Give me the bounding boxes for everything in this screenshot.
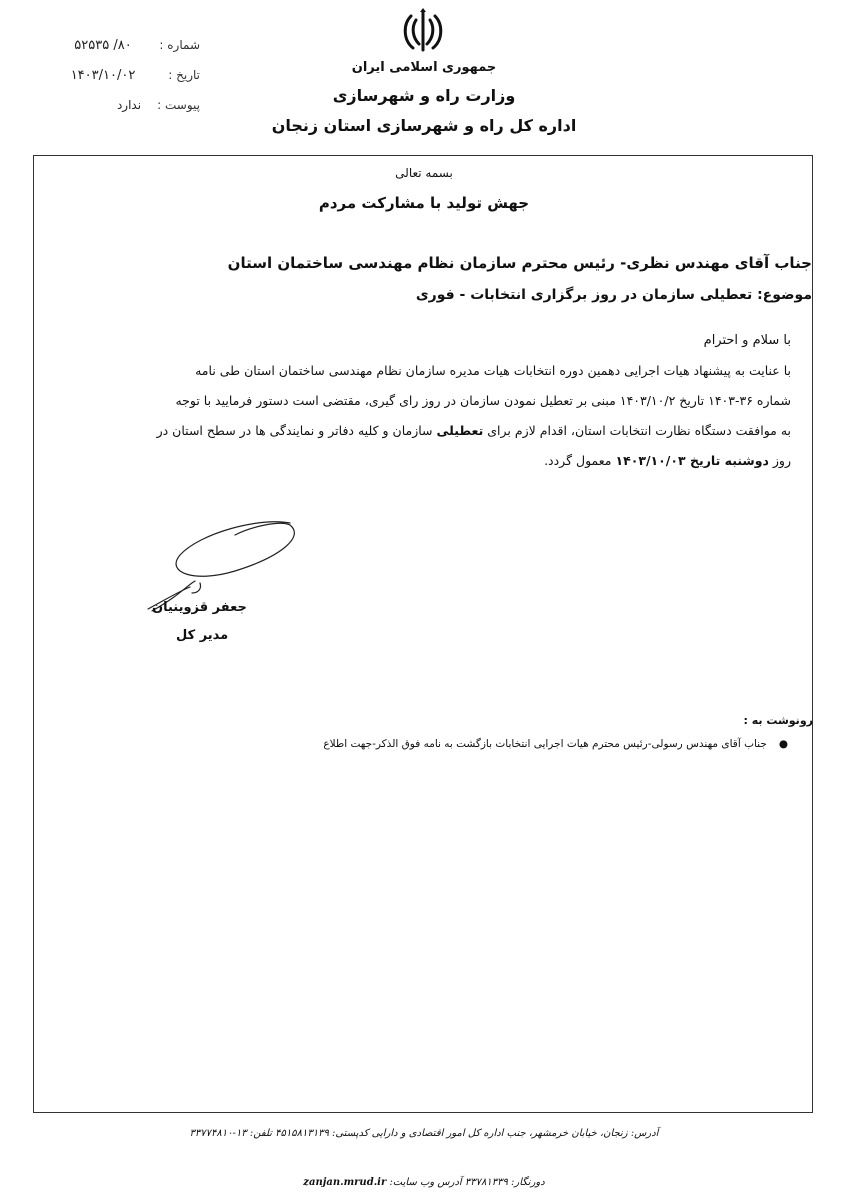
slogan: جهش تولید با مشارکت مردم (318, 194, 530, 212)
body-line-1: با عنایت به پیشنهاد هیات اجرایی دهمین دوره انتخابات هیات مدیره سازمان نظام مهندسی ساختمان استان طی نامه (195, 363, 791, 378)
footer-website: zanjan.mrud.ir (303, 1177, 387, 1188)
subject-line: موضوع: تعطیلی سازمان در روز برگزاری انتخابات - فوری (415, 287, 812, 303)
iran-emblem-icon (401, 8, 445, 54)
letter-date-row (58, 68, 200, 83)
body-line-3 (31, 423, 791, 438)
department-name: اداره کل راه و شهرسازی استان زنجان (271, 116, 577, 135)
cc-item-text: جناب آقای مهندس رسولی-رئیس محترم هیات اجرایی انتخابات بازگشت به نامه فوق الذکر-جهت اطلاع (323, 738, 767, 750)
country-name: جمهوری اسلامی ایران (351, 60, 497, 75)
signatory-title: مدیر کل (176, 628, 229, 643)
letter-number-row (58, 38, 200, 53)
cc-label: رونوشت به : (743, 714, 813, 727)
ministry-name: وزارت راه و شهرسازی (332, 86, 516, 105)
footer-web (0, 1177, 848, 1188)
basmala: بسمه تعالی (395, 166, 453, 180)
body-line-3-part-a: به موافقت دستگاه نظارت انتخابات استان، اقدام لازم برای (483, 423, 791, 438)
cc-item (323, 738, 788, 750)
body-line-2: شماره ۳۶-۱۴۰۳ تاریخ ۱۴۰۳/۱۰/۲ مبنی بر تعطیل نمودن سازمان در روز رای گیری، مقتضی است دستور فرمایید با توجه (175, 393, 791, 408)
letter-date-label: تاریخ : (168, 68, 200, 82)
signatory-name: جعفر قزوینیان (152, 600, 247, 615)
footer-address: آدرس: زنجان، خیابان خرمشهر، جنب اداره کل امور اقتصادی و دارایی کدپستی: ۴۵۱۵۸۱۳۱۳۹ تلفن: ۱۳-۳۳۷۷۴۸۱۰ (189, 1128, 659, 1139)
body-line-4 (31, 453, 791, 468)
letter-attachment-label: پیوست : (157, 98, 200, 112)
bullet-icon: ● (778, 738, 788, 750)
letter-number-label: شماره : (159, 38, 200, 52)
recipient-line: جناب آقای مهندس نظری- رئیس محترم سازمان نظام مهندسی ساختمان استان (227, 254, 812, 272)
body-line-4-part-a: روز (768, 453, 791, 468)
letter-date-value: ۱۴۰۳/۱۰/۰۲ (70, 68, 136, 83)
body-line-4-part-b: معمول گردد. (544, 453, 616, 468)
greeting: با سلام و احترام (703, 333, 791, 348)
body-line-3-bold: تعطیلی (436, 423, 484, 438)
body-line-4-bold: دوشنبه تاریخ ۱۴۰۳/۱۰/۰۳ (615, 453, 769, 468)
body-line-3-part-b: سازمان و کلیه دفاتر و نمایندگی ها در سطح استان در (156, 423, 437, 438)
letter-attachment-row (110, 98, 200, 112)
footer-fax-and-web-label: دورنگار: ۳۳۷۸۱۳۳۹ آدرس وب سایت: (389, 1177, 545, 1188)
letter-number-value: ۸۰/ ۵۲۵۳۵ (74, 38, 132, 53)
letter-attachment-value: ندارد (116, 98, 142, 112)
